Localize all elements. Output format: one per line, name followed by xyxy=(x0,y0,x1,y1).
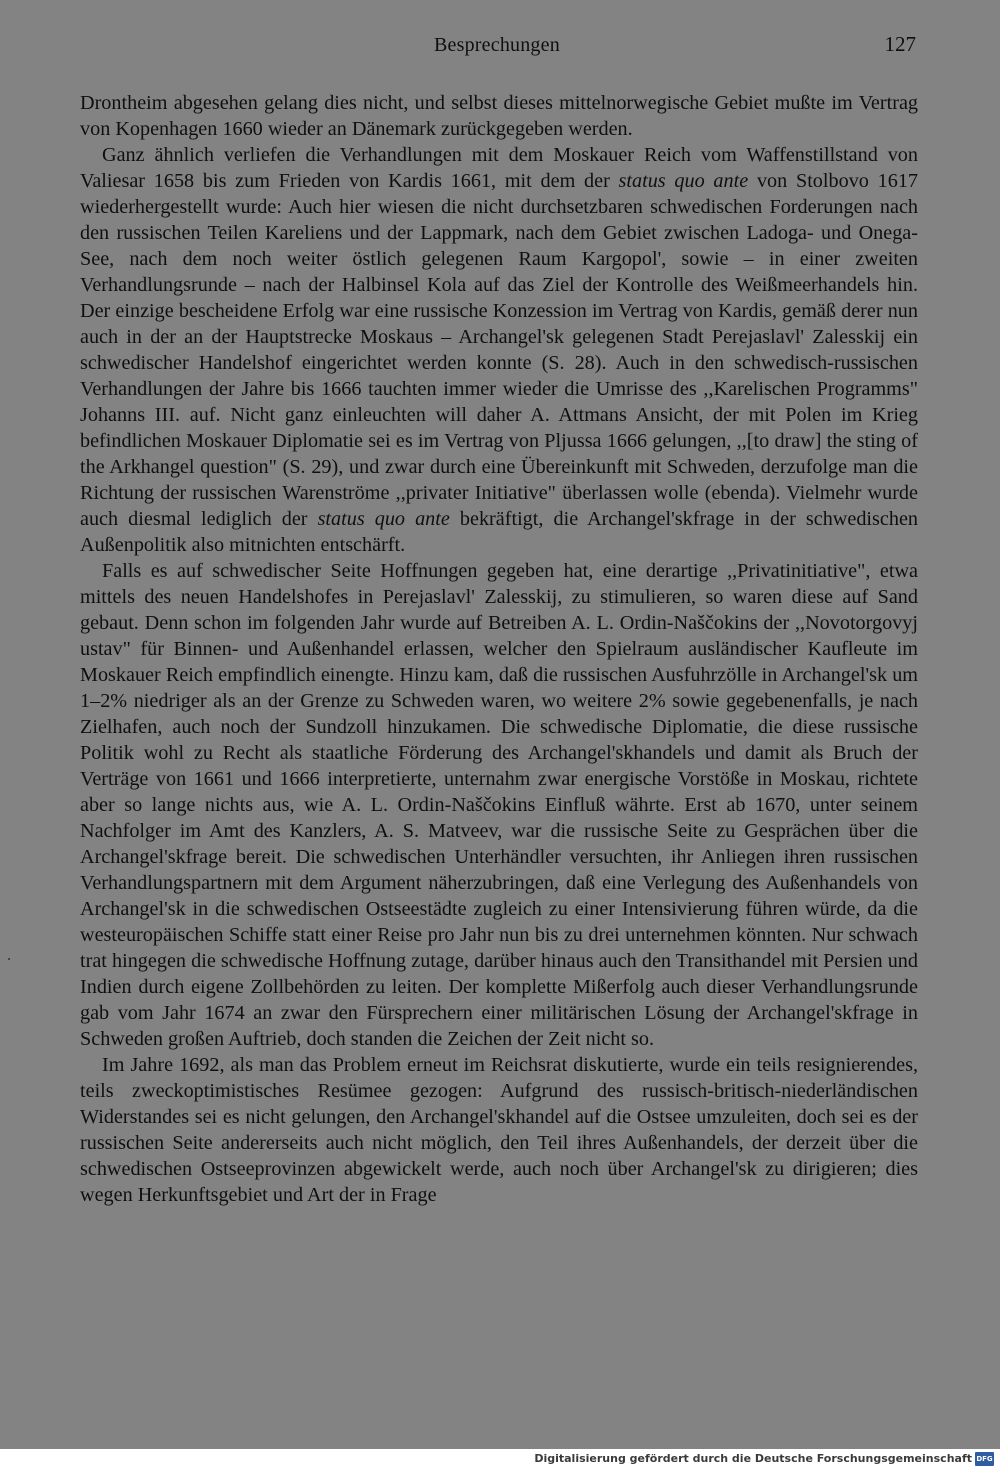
running-head-title: Besprechungen xyxy=(434,34,560,56)
paragraph-text: Falls es auf schwedischer Seite Hoffnungen gegeben hat, eine derartige ,,Privatinitiative", etwa mittels des neuen Handelshofes in Perejaslavl' Zalesskij, zu stimulieren, so waren diese auf Sand gebaut. Denn schon im folgenden Jahr wurde auf Betreiben A. L. Ordin-Naščokins der ,,Novotorgovyj ustav" für Binnen- und Außenhandel erlassen, welcher den Spielraum ausländischer Kaufleute im Moskauer Reich empfindlich einengte. Hinzu kam, daß die russischen Ausfuhrzölle in Archangel'sk um 1–2% niedriger als an der Grenze zu Schweden waren, wo weitere 2% sowie gegebenenfalls, je nach Zielhafen, auch noch der Sundzoll hinzukamen. Die schwedische Diplomatie, die diese russische Politik wohl zu Recht als staatliche Förderung des Archangel'skhandels und damit als Bruch der Verträge von 1661 und 1666 interpretierte, unternahm zwar energische Vorstöße in Moskau, richtete aber so lange nichts aus, wie A. L. Ordin-Naščokins Einfluß währte. Erst ab 1670, unter seinem Nachfolger im Amt des Kanzlers, A. S. Matveev, war die russische Seite zu Gesprächen über die Archangel'skfrage bereit. Die schwedischen Unterhändler versuchten, ihr Anliegen ihren russischen Verhandlungspartnern mit dem Argument näherzubringen, daß eine Verlegung des Außenhandels von Archangel'sk in die schwedischen Ostseestädte zugleich zu einer Intensivierung führen würde, da die westeuropäischen Schiffe statt einer Reise pro Jahr nun bis zu drei unternehmen könnten. Nur schwach trat hingegen die schwedische Hoffnung zutage, darüber hinaus auch den Transithandel mit Persien und Indien durch eigene Zollbehörden zu leiten. Der komplette Mißerfolg auch dieser Verhandlungsrunde gab vom Jahr 1674 an zwar den Fürsprechern einer militärischen Lösung der Archangel'skfrage in Schweden großen Auftrieb, doch standen die Zeichen der Zeit nicht so. xyxy=(80,560,918,1050)
digitization-footer xyxy=(0,1449,1000,1471)
paragraph xyxy=(80,142,918,558)
digitization-credit: Digitalisierung gefördert durch die Deutsche Forschungsgemeinschaft xyxy=(534,1452,972,1465)
paragraph-text: von Stolbovo 1617 wiederhergestellt wurde: Auch hier wiesen die nicht durchsetzbaren schwedischen Forderungen nach den russischen Teilen Kareliens und der Lappmark, nach dem Gebiet zwischen Ladoga- und Onega-See, nach dem noch weiter östlich gelegenen Raum Kargopol', sowie – in einer zweiten Verhandlungsrunde – nach der Halbinsel Kola auf das Ziel der Kontrolle des Weißmeerhandels hin. Der einzige bescheidene Erfolg war eine russische Konzession im Vertrag von Kardis, gemäß derer nun auch in der an der Hauptstrecke Moskaus – Archangel'sk gelegenen Stadt Perejaslavl' Zalesskij ein schwedischer Handelshof eingerichtet werden konnte (S. 28). Auch in den schwedisch-russischen Verhandlungen der Jahre bis 1666 tauchten immer wieder die Umrisse des ,,Karelischen Programms" Johanns III. auf. Nicht ganz einleuchten will daher A. Attmans Ansicht, der mit Polen im Krieg befindlichen Moskauer Diplomatie sei es im Vertrag von Pljussa 1666 gelungen, ,,[to draw] the sting of the Arkhangel question" (S. 29), und zwar durch eine Übereinkunft mit Schweden, derzufolge man die Richtung der russischen Warenströme ,,privater Initiative" überlassen wolle (ebenda). Vielmehr wurde auch diesmal lediglich der xyxy=(80,170,919,530)
paragraph-text: bekräftigt, die Archangel'skfrage in der schwedischen Außenpolitik also mitnichten entschärft. xyxy=(80,508,918,556)
margin-speck xyxy=(8,958,10,960)
paragraph-text: Drontheim abgesehen gelang dies nicht, und selbst dieses mittelnorwegische Gebiet mußte im Vertrag von Kopenhagen 1660 wieder an Dänemark zurückgegeben werden. xyxy=(80,92,918,140)
paragraph xyxy=(80,1052,918,1208)
body-text xyxy=(80,90,918,1208)
dfg-logo-icon: DFG xyxy=(975,1452,994,1466)
italic-phrase: status quo ante xyxy=(317,508,450,530)
running-head xyxy=(0,30,1000,64)
paragraph xyxy=(80,558,918,1052)
paragraph-text: Ganz ähnlich verliefen die Verhandlungen mit dem Moskauer Reich vom Waffenstillstand von Valiesar 1658 bis zum Frieden von Kardis 1661, mit dem der xyxy=(80,144,918,192)
paragraph-text: Im Jahre 1692, als man das Problem erneut im Reichsrat diskutierte, wurde ein teils resignierendes, teils zweckoptimistisches Resümee gezogen: Aufgrund des russisch-britisch-niederländischen Widerstandes sei es nicht gelungen, den Archangel'skhandel auf die Ostsee umzuleiten, doch sei es der russischen Seite andererseits auch nicht möglich, den Teil ihres Außenhandels, der derzeit über die schwedischen Ostseeprovinzen abgewickelt werde, auch noch über Archangel'sk zu dirigieren; dies wegen Herkunftsgebiet und Art der in Frage xyxy=(80,1054,918,1206)
italic-phrase: status quo ante xyxy=(618,170,749,192)
paragraph xyxy=(80,90,918,142)
page-number: 127 xyxy=(884,32,916,56)
